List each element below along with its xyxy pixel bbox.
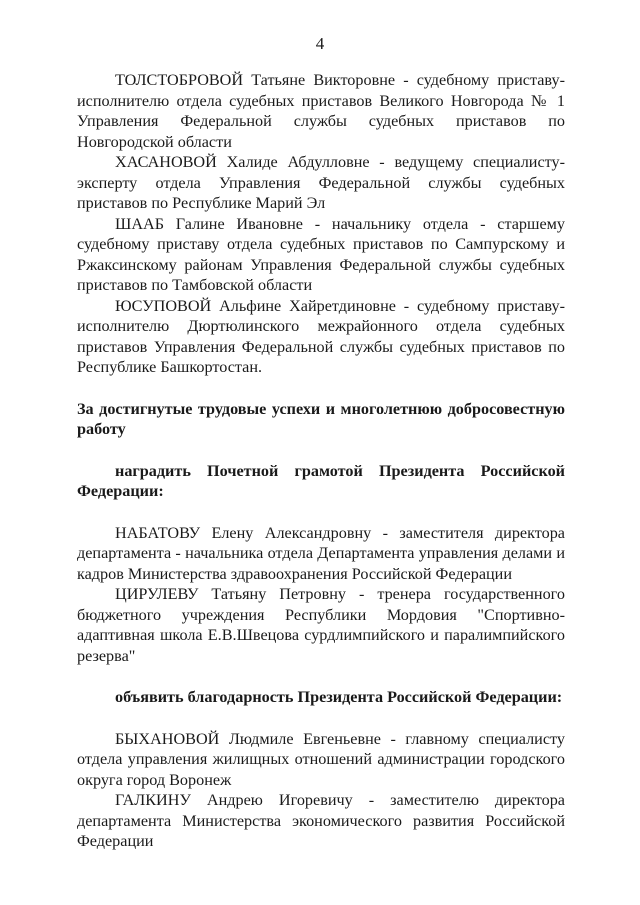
spacer — [77, 440, 565, 461]
award-heading-gratitude: объявить благодарность Президента Российской Федерации: — [115, 688, 563, 706]
spacer — [77, 666, 565, 687]
award-heading-certificate: наградить Почетной грамотой Президента Российской Федерации: — [77, 461, 565, 500]
spacer — [77, 708, 565, 729]
award-entry-bykhanova: БЫХАНОВОЙ Людмиле Евгеньевне - главному специалисту отдела управления жилищных отношений администрации городского округа город Воронеж — [77, 729, 565, 789]
spacer — [77, 502, 565, 523]
award-entry-tolstobrova: ТОЛСТОБРОВОЙ Татьяне Викторовне - судебному приставу-исполнителю отдела судебных приставов Великого Новгорода № 1 Управления Федеральной службы судебных приставов по Новгородской области — [77, 71, 565, 151]
award-entry-shaab: ШААБ Галине Ивановне - начальнику отдела - старшему судебному приставу отдела судебных приставов по Сампурскому и Ржаксинскому районам Управления Федеральной службы судебных приставов по Тамбовской области — [77, 214, 565, 294]
award-entry-nabatova: НАБАТОВУ Елену Александровну - заместителя директора департамента - начальника отдела Департамента управления делами и кадров Министерства здравоохранения Российской Федерации — [77, 523, 565, 583]
page-number: 4 — [315, 34, 325, 53]
award-entry-khasanova: ХАСАНОВОЙ Халиде Абдулловне - ведущему специалисту-эксперту отдела Управления Федеральной службы судебных приставов по Республике Марий Эл — [77, 153, 565, 212]
reason-heading: За достигнутые трудовые успехи и многолетнюю добросовестную работу — [77, 399, 565, 438]
award-entry-tsiruleva: ЦИРУЛЕВУ Татьяну Петровну - тренера государственного бюджетного учреждения Республики Мордовия "Спортивно-адаптивная школа Е.В.Швецова сурдлимпийского и паралимпийского резерва" — [77, 585, 565, 665]
document-body — [77, 70, 565, 852]
award-entry-yusupova: ЮСУПОВОЙ Альфине Хайретдиновне - судебному приставу-исполнителю Дюртюлинского межрайонного отдела судебных приставов Управления Федеральной службы судебных приставов по Республике Башкортостан. — [77, 296, 565, 376]
spacer — [77, 378, 565, 399]
award-entry-galkin: ГАЛКИНУ Андрею Игоревичу - заместителю директора департамента Министерства экономического развития Российской Федерации — [77, 791, 565, 850]
